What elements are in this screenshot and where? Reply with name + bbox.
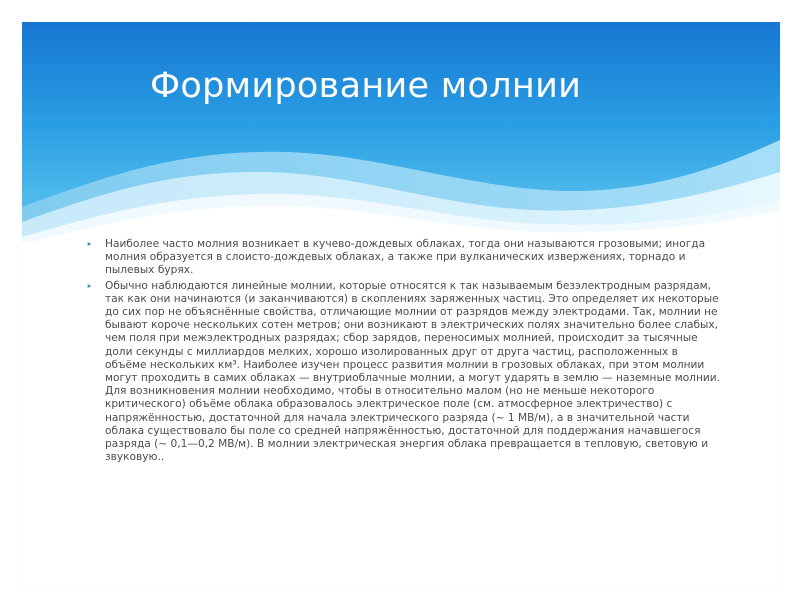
bullet-list — [86, 238, 722, 464]
slide-header-wave-background — [22, 22, 780, 242]
slide — [22, 22, 780, 590]
slide-title: Формирование молнии — [150, 66, 582, 106]
bullet-text: Обычно наблюдаются линейные молнии, которые относятся к так называемым безэлектродным разрядам, так как они начинаются (и заканчиваются) в скоплениях заряженных частиц. Это определяет их некоторые до сих пор не объяснённые свойства, отличающие молнии от разрядов между электродами. Так, молнии не бывают короче нескольких сотен метров; они возникают в электрических полях значительно более слабых, чем поля при межэлектродных разрядах; сбор зарядов, переносимых молнией, происходит за тысячные доли секунды с миллиардов мелких, хорошо изолированных друг от друга частиц, расположенных в объёме нескольких км³. Наиболее изучен процесс развития молнии в грозовых облаках, при этом молнии могут проходить в самих облаках — внутриоблачные молнии, а могут ударять в землю — наземные молнии. Для возникновения молнии необходимо, чтобы в относительно малом (но не меньше некоторого критического) объёме облака образовалось электрическое поле (см. атмосферное электричество) с напряжённостью, достаточной для начала электрического разряда (~ 1 МВ/м), а в значительной части облака существовало бы поле со средней напряжённостью, достаточной для поддержания начавшегося разряда (~ 0,1—0,2 МВ/м). В молнии электрическая энергия облака превращается в тепловую, световую и звуковую.. — [105, 279, 721, 464]
bullet-item — [86, 238, 722, 278]
arrow-bullet-icon: ‣ — [86, 238, 93, 251]
bullet-item — [86, 280, 722, 465]
wave-decoration — [22, 22, 780, 242]
bullet-text: Наиболее часто молния возникает в кучево-дождевых облаках, тогда они называются грозовыми; иногда молния образуется в слоисто-дождевых облаках, а также при вулканических извержениях, торнадо и пылевых бурях. — [105, 238, 706, 277]
arrow-bullet-icon: ‣ — [86, 279, 93, 293]
